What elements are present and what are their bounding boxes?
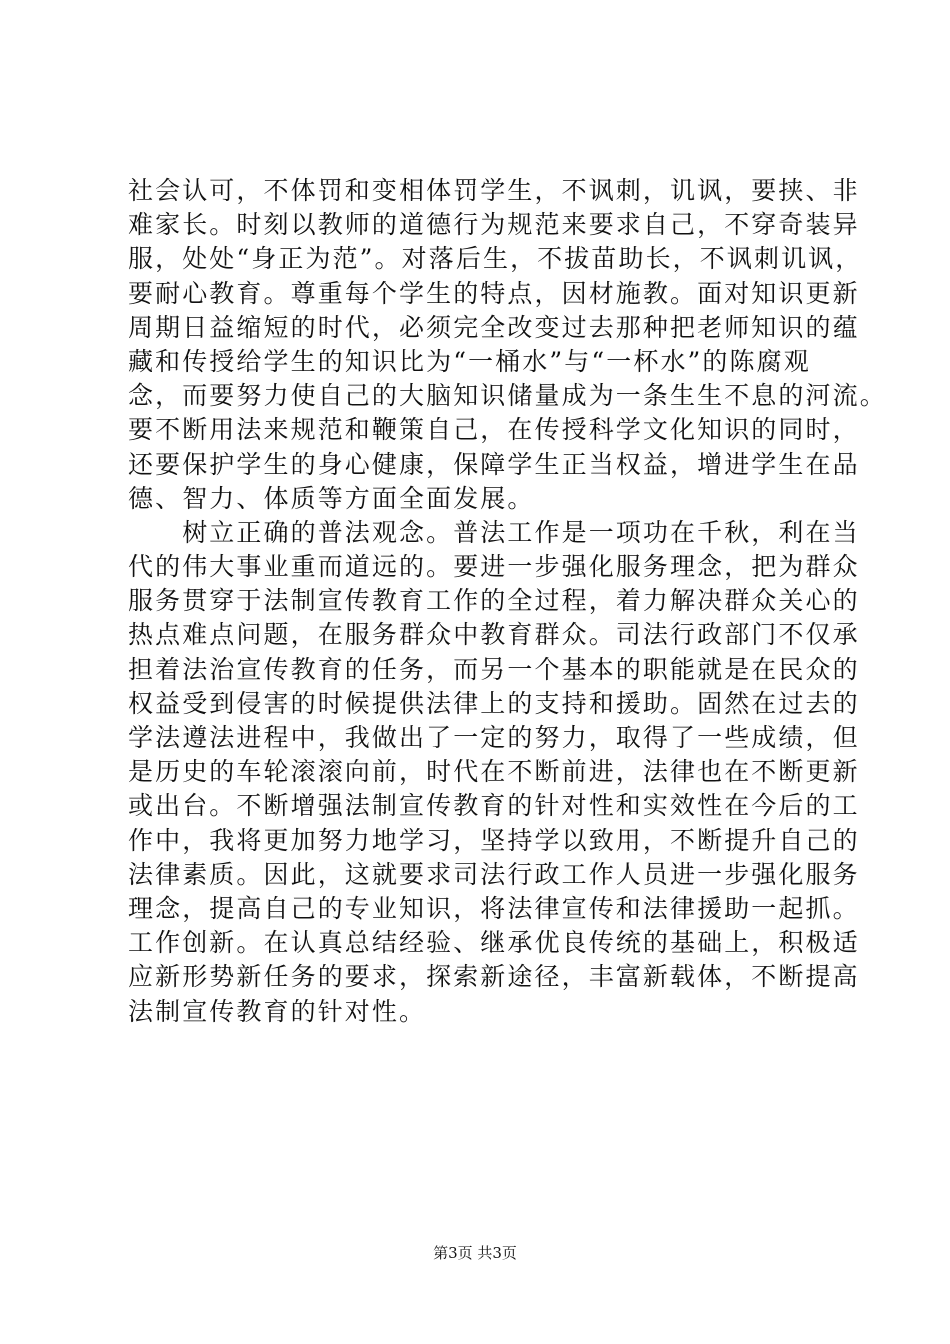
body-text [128,174,887,1029]
text-line: 念，而要努力使自己的大脑知识储量成为一条生生不息的河流。 [128,381,887,411]
text-line: 代的伟大事业重而道远的。要进一步强化服务理念，把为群众 [128,552,860,582]
text-line: 应新形势新任务的要求，探索新途径，丰富新载体，不断提高 [128,962,860,992]
text-line: 还要保护学生的身心健康，保障学生正当权益，增进学生在品 [128,449,860,479]
text-line: 服，处处“身正为范”。对落后生，不拔苗助长，不讽刺讥讽， [128,244,863,274]
text-line: 是历史的车轮滚滚向前，时代在不断前进，法律也在不断更新 [128,757,860,787]
text-line: 理念，提高自己的专业知识，将法律宣传和法律援助一起抓。 [128,893,860,923]
text-line: 周期日益缩短的时代，必须完全改变过去那种把老师知识的蕴 [128,312,860,342]
text-line: 德、智力、体质等方面全面发展。 [128,483,535,513]
text-line: 权益受到侵害的时候提供法律上的支持和援助。固然在过去的 [128,688,860,718]
page-footer: 第3页 共3页 [433,1244,517,1262]
text-line: 服务贯穿于法制宣传教育工作的全过程，着力解决群众关心的 [128,586,860,616]
text-line: 要耐心教育。尊重每个学生的特点，因材施教。面对知识更新 [128,278,860,308]
text-line: 难家长。时刻以教师的道德行为规范来要求自己，不穿奇装异 [128,210,860,240]
text-line: 藏和传授给学生的知识比为“一桶水”与“一杯水”的陈腐观 [128,346,811,376]
text-line: 社会认可，不体罚和变相体罚学生，不讽刺，讥讽，要挟、非 [128,176,860,205]
text-line: 作中，我将更加努力地学习，坚持学以致用，不断提升自己的 [128,825,860,855]
text-line: 树立正确的普法观念。普法工作是一项功在千秋，利在当 [128,517,860,547]
text-line: 工作创新。在认真总结经验、继承优良传统的基础上，积极适 [128,928,860,958]
text-line: 法制宣传教育的针对性。 [128,996,427,1026]
text-line: 担着法治宣传教育的任务，而另一个基本的职能就是在民众的 [128,654,860,684]
text-line: 热点难点问题，在服务群众中教育群众。司法行政部门不仅承 [128,620,860,650]
text-line: 要不断用法来规范和鞭策自己，在传授科学文化知识的同时， [128,415,860,445]
text-line: 或出台。不断增强法制宣传教育的针对性和实效性在今后的工 [128,791,860,821]
text-line: 学法遵法进程中，我做出了一定的努力，取得了一些成绩，但 [128,723,860,752]
text-line: 法律素质。因此，这就要求司法行政工作人员进一步强化服务 [128,859,860,889]
